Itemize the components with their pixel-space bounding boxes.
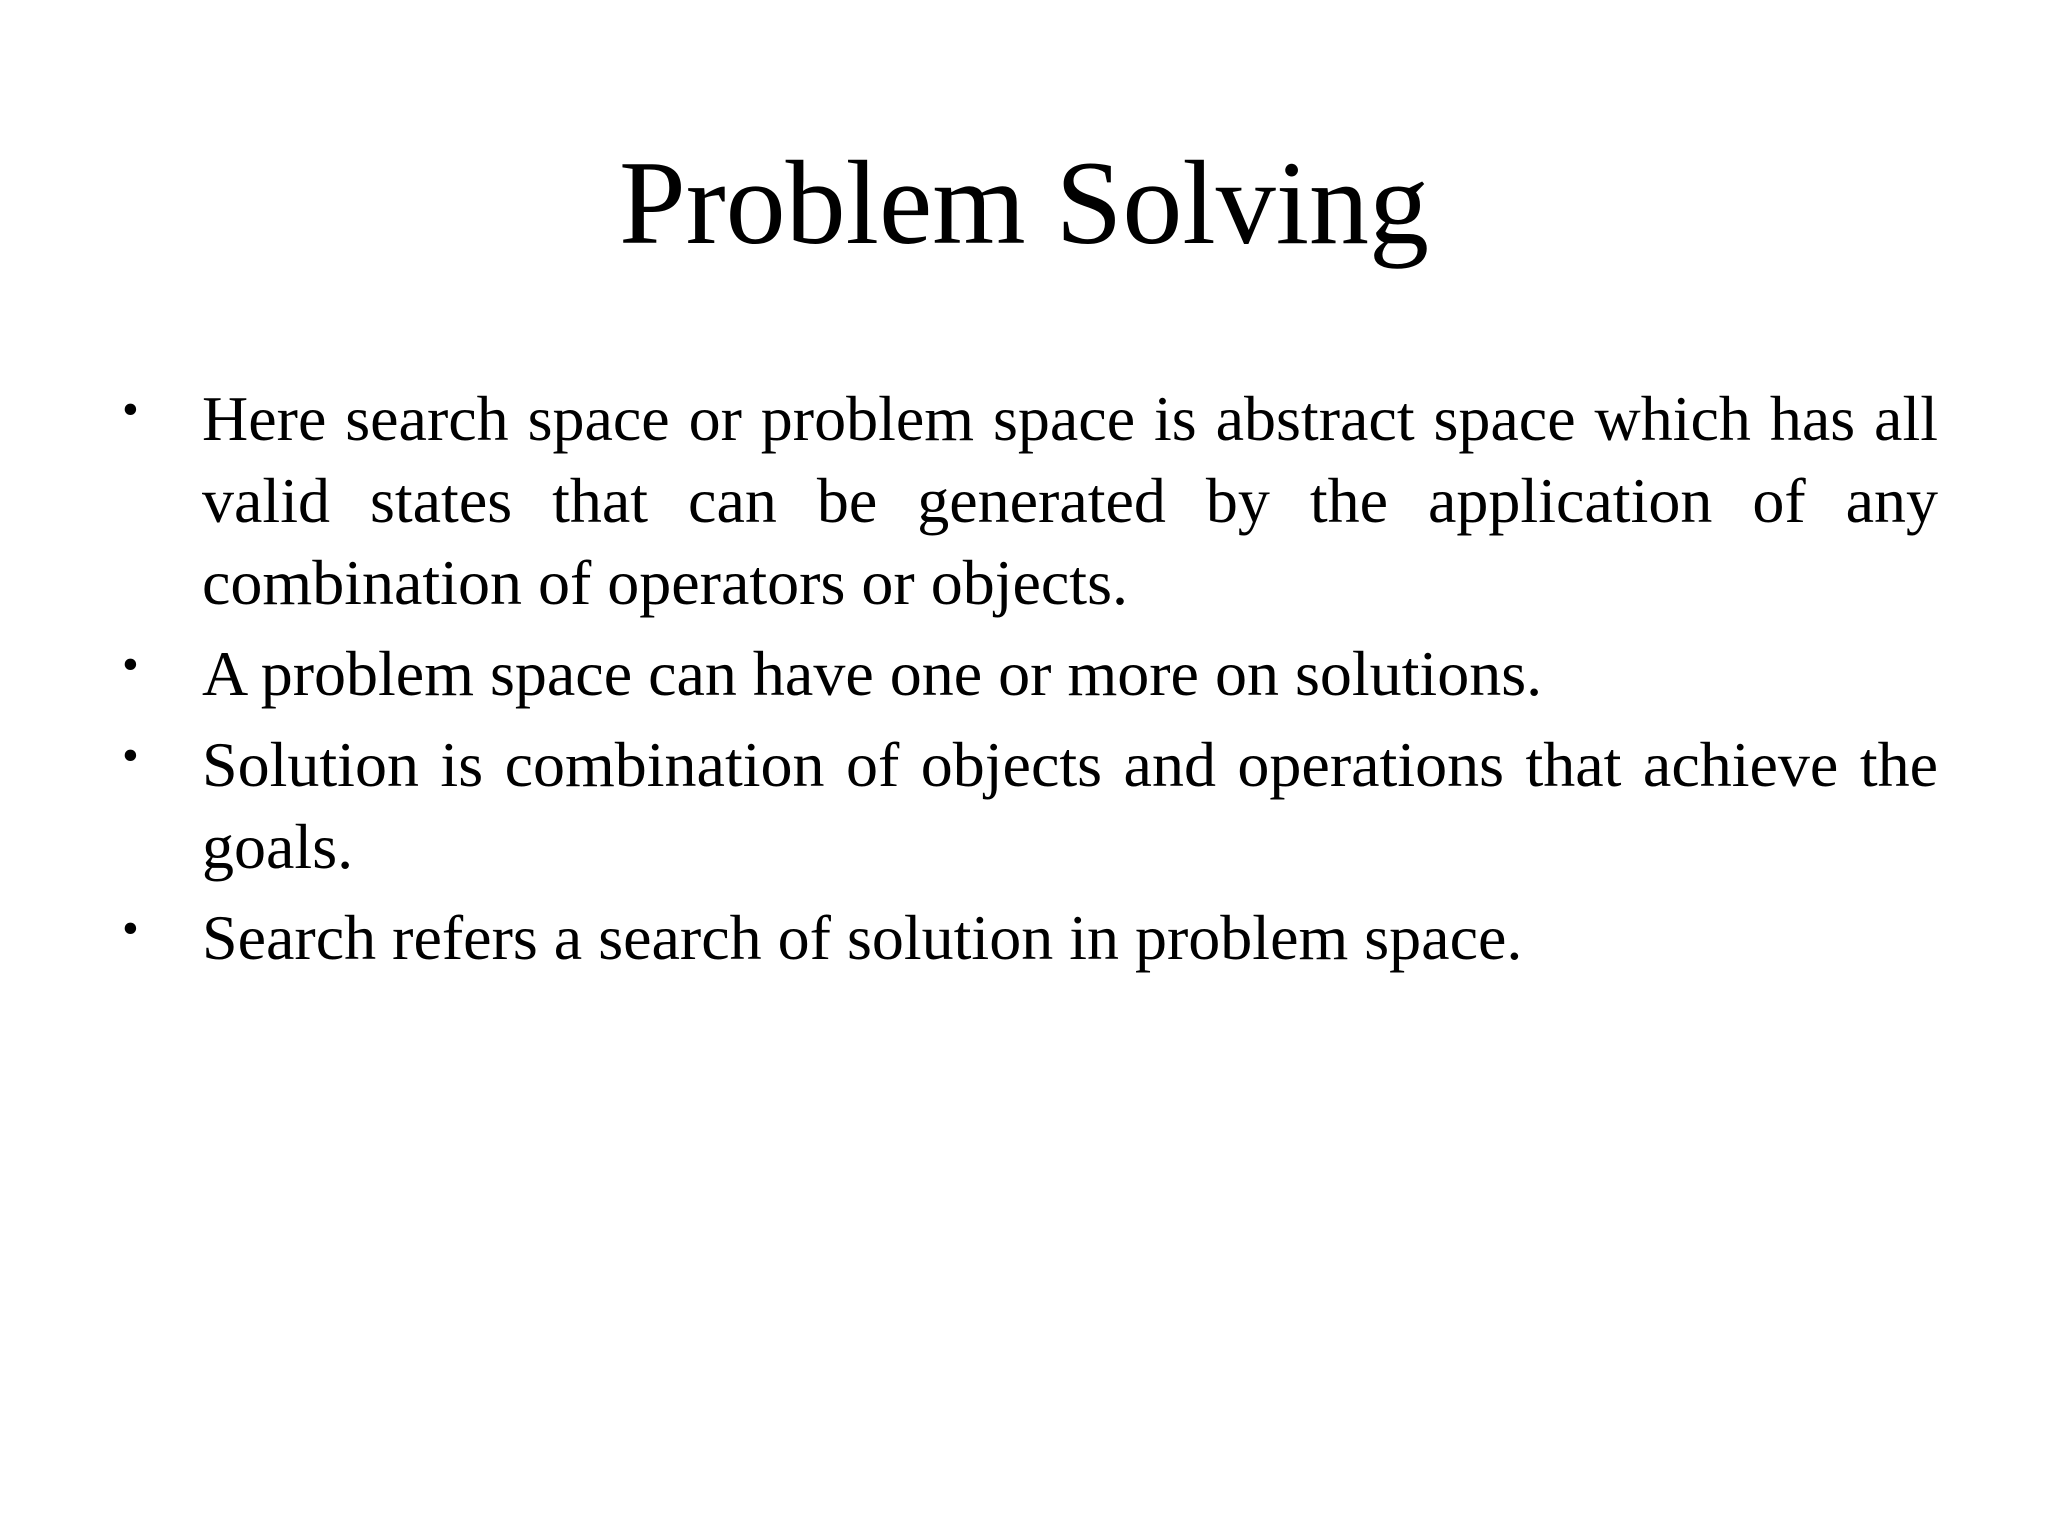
bullet-item xyxy=(118,633,1938,715)
bullet-marker: • xyxy=(122,729,139,782)
bullet-text: Here search space or problem space is abstract space which has all valid states that can be generated by the application of any combination of operators or objects. xyxy=(202,383,1938,618)
bullet-text: Solution is combination of objects and operations that achieve the goals. xyxy=(202,729,1938,882)
bullet-text: A problem space can have one or more on solutions. xyxy=(202,638,1543,709)
bullet-marker: • xyxy=(122,638,139,691)
bullet-item xyxy=(118,378,1938,624)
slide-title: Problem Solving xyxy=(618,136,1430,269)
bullet-item xyxy=(118,897,1938,979)
bullet-marker: • xyxy=(122,383,139,436)
bullet-item xyxy=(118,724,1938,888)
bullet-marker: • xyxy=(122,902,139,955)
bullet-list xyxy=(118,378,1938,988)
bullet-text: Search refers a search of solution in problem space. xyxy=(202,902,1523,973)
